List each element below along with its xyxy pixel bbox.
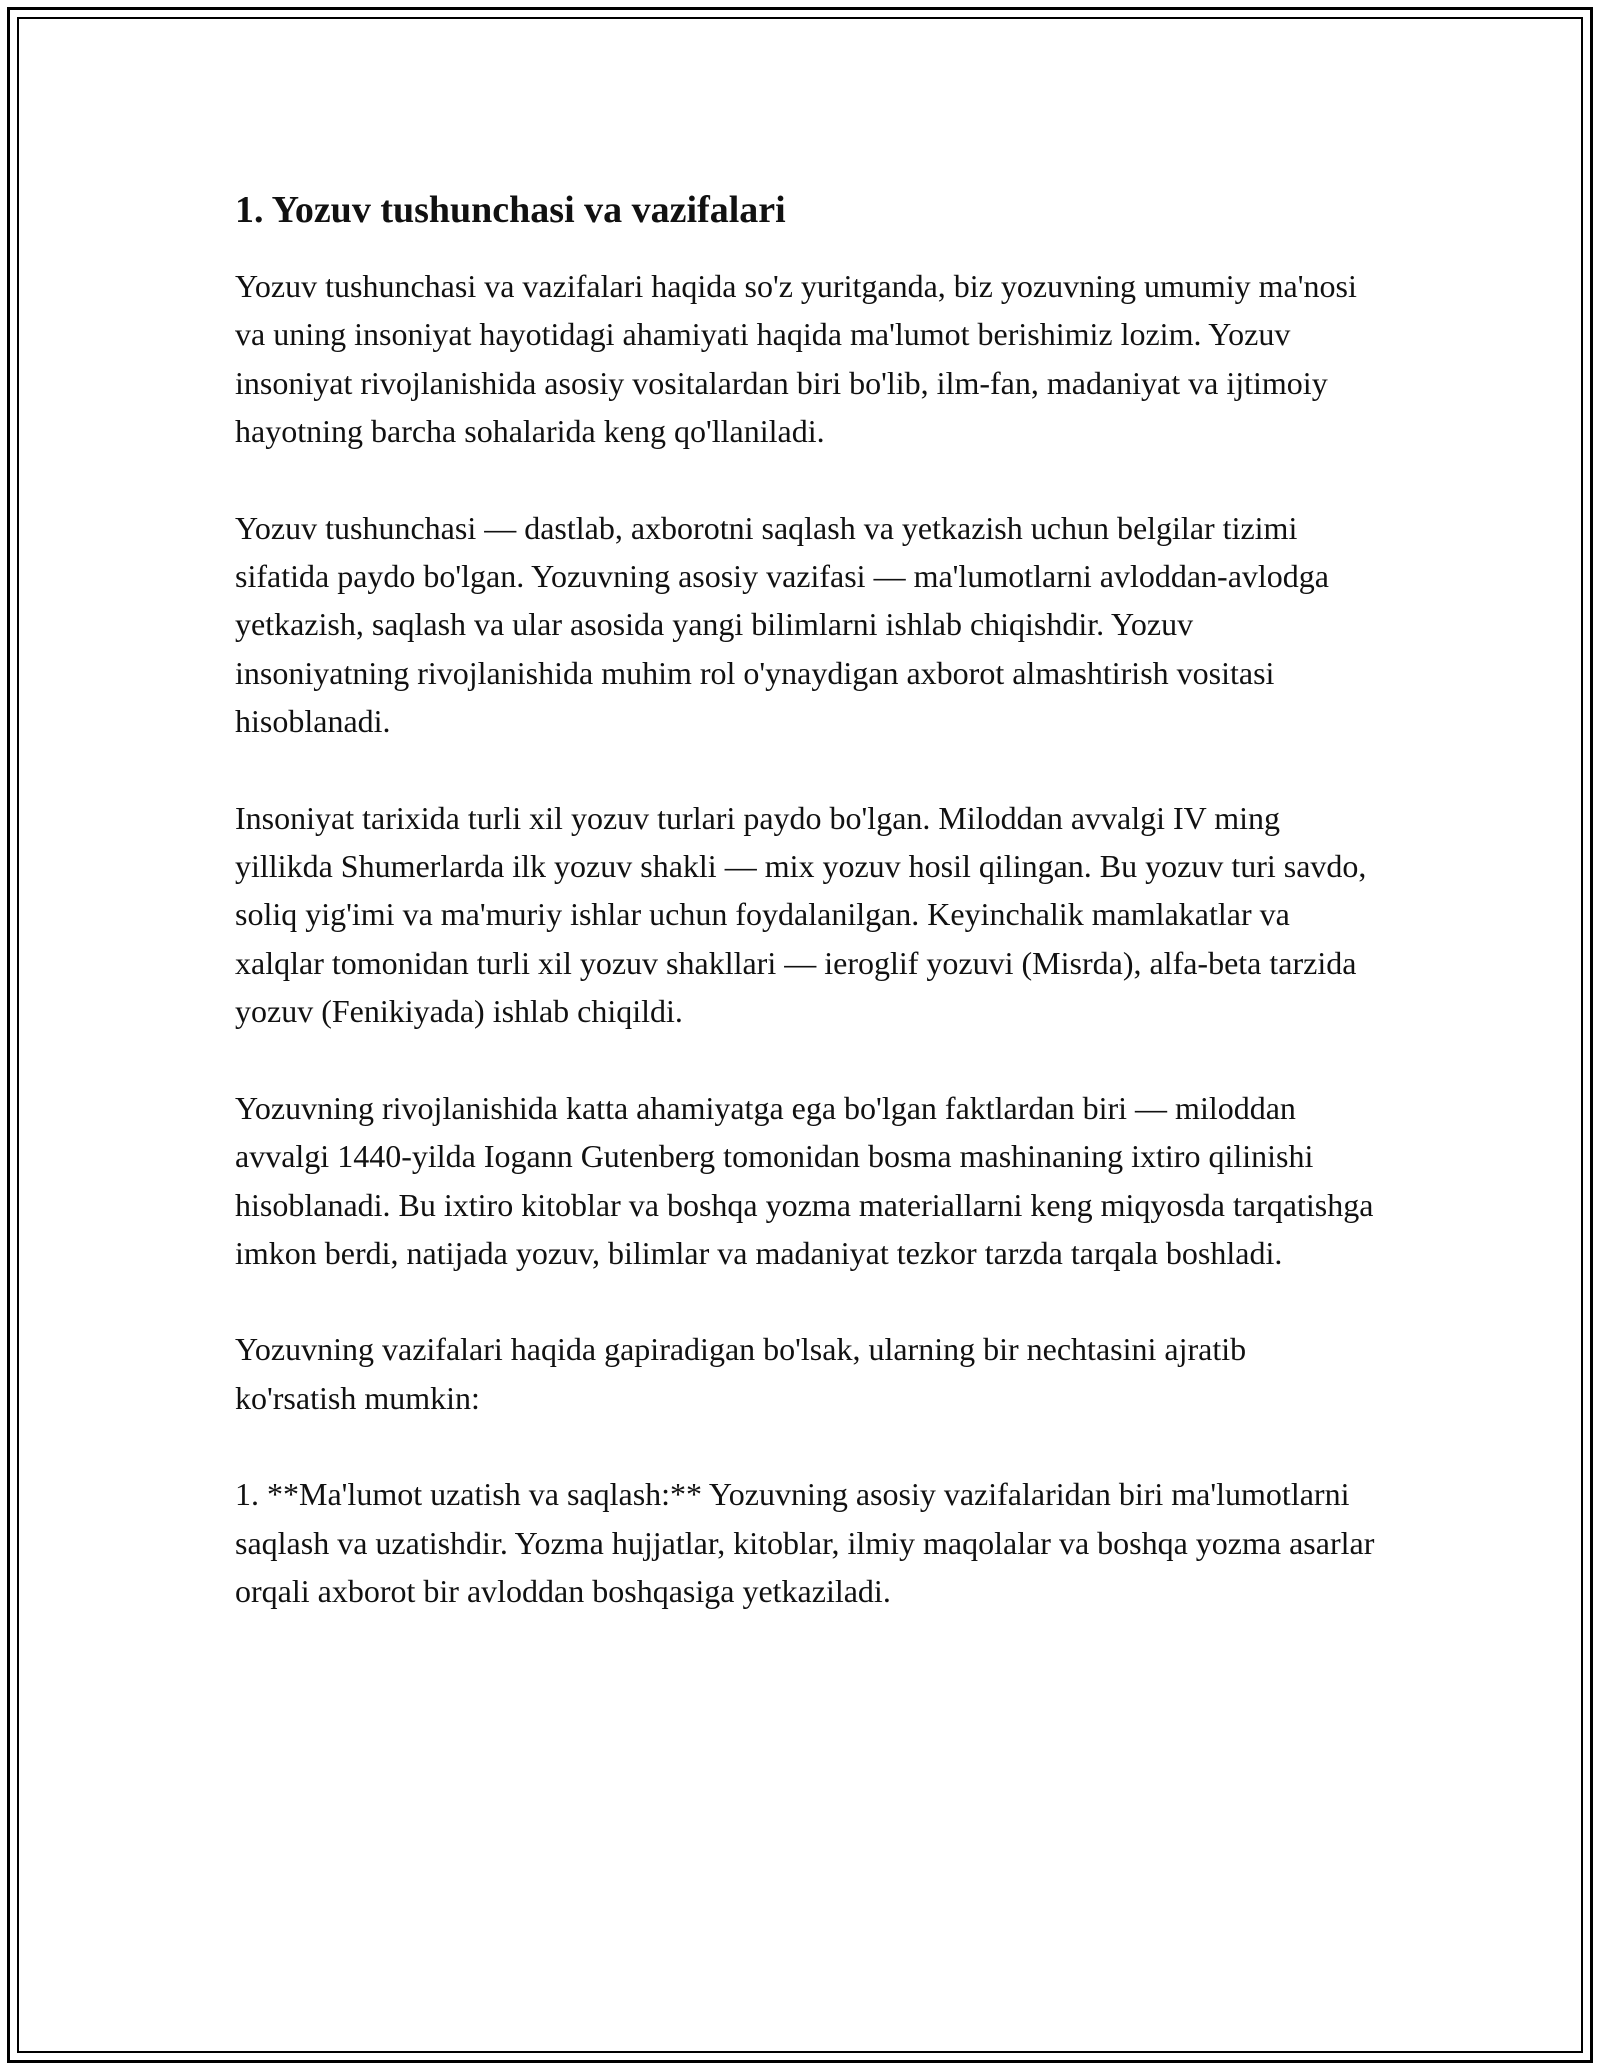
section-title: 1. Yozuv tushunchasi va vazifalari bbox=[235, 189, 786, 231]
paragraph-function-1: 1. **Ma'lumot uzatish va saqlash:** Yozuvning asosiy vazifalaridan biri ma'lumotlarni saqlash va uzatishdir. Yozma hujjatlar, kitoblar, ilmiy maqolalar va boshqa yozma asarlar orqali axborot bir avloddan boshqasiga yetkaziladi. bbox=[235, 1476, 1375, 1609]
paragraph-gutenberg: Yozuvning rivojlanishida katta ahamiyatga ega bo'lgan faktlardan biri — miloddan avvalgi 1440-yilda Iogann Gutenberg tomonidan bosma mashinaning ixtiro qilinishi hisoblanadi. Bu ixtiro kitoblar va boshqa yozma materiallarni keng miqyosda tarqatishga imkon berdi, natijada yozuv, bilimlar va madaniyat tezkor tarzda tarqala boshladi. bbox=[235, 1089, 1374, 1271]
paragraph-functions-intro: Yozuvning vazifalari haqida gapiradigan bo'lsak, ularning bir nechtasini ajratib ko'rsatish mumkin: bbox=[235, 1331, 1247, 1416]
paragraph-history: Insoniyat tarixida turli xil yozuv turlari paydo bo'lgan. Miloddan avvalgi IV ming yillikda Shumerlarda ilk yozuv shakli — mix yozuv hosil qilingan. Bu yozuv turi savdo, soliq yig'imi va ma'muriy ishlar uchun foydalanilgan. Keyinchalik mamlakatlar va xalqlar tomonidan turli xil yozuv shakllari — ieroglif yozuvi (Misrda), alfa-beta tarzida yozuv (Fenikiyada) ishlab chiqildi. bbox=[235, 799, 1367, 1030]
document-body bbox=[235, 184, 1375, 1663]
paragraph-concept: Yozuv tushunchasi — dastlab, axborotni saqlash va yetkazish uchun belgilar tizimi sifatida paydo bo'lgan. Yozuvning asosiy vazifasi — ma'lumotlarni avloddan-avlodga yetkazish, saqlash va ular asosida yangi bilimlarni ishlab chiqishdir. Yozuv insoniyatning rivojlanishida muhim rol o'ynaydigan axborot almashtirish vositasi hisoblanadi. bbox=[235, 509, 1329, 740]
paragraph-intro: Yozuv tushunchasi va vazifalari haqida so'z yuritganda, biz yozuvning umumiy ma'nosi va uning insoniyat hayotidagi ahamiyati haqida ma'lumot berishimiz lozim. Yozuv insoniyat rivojlanishida asosiy vositalardan biri bo'lib, ilm-fan, madaniyat va ijtimoiy hayotning barcha sohalarida keng qo'llaniladi. bbox=[235, 268, 1357, 450]
